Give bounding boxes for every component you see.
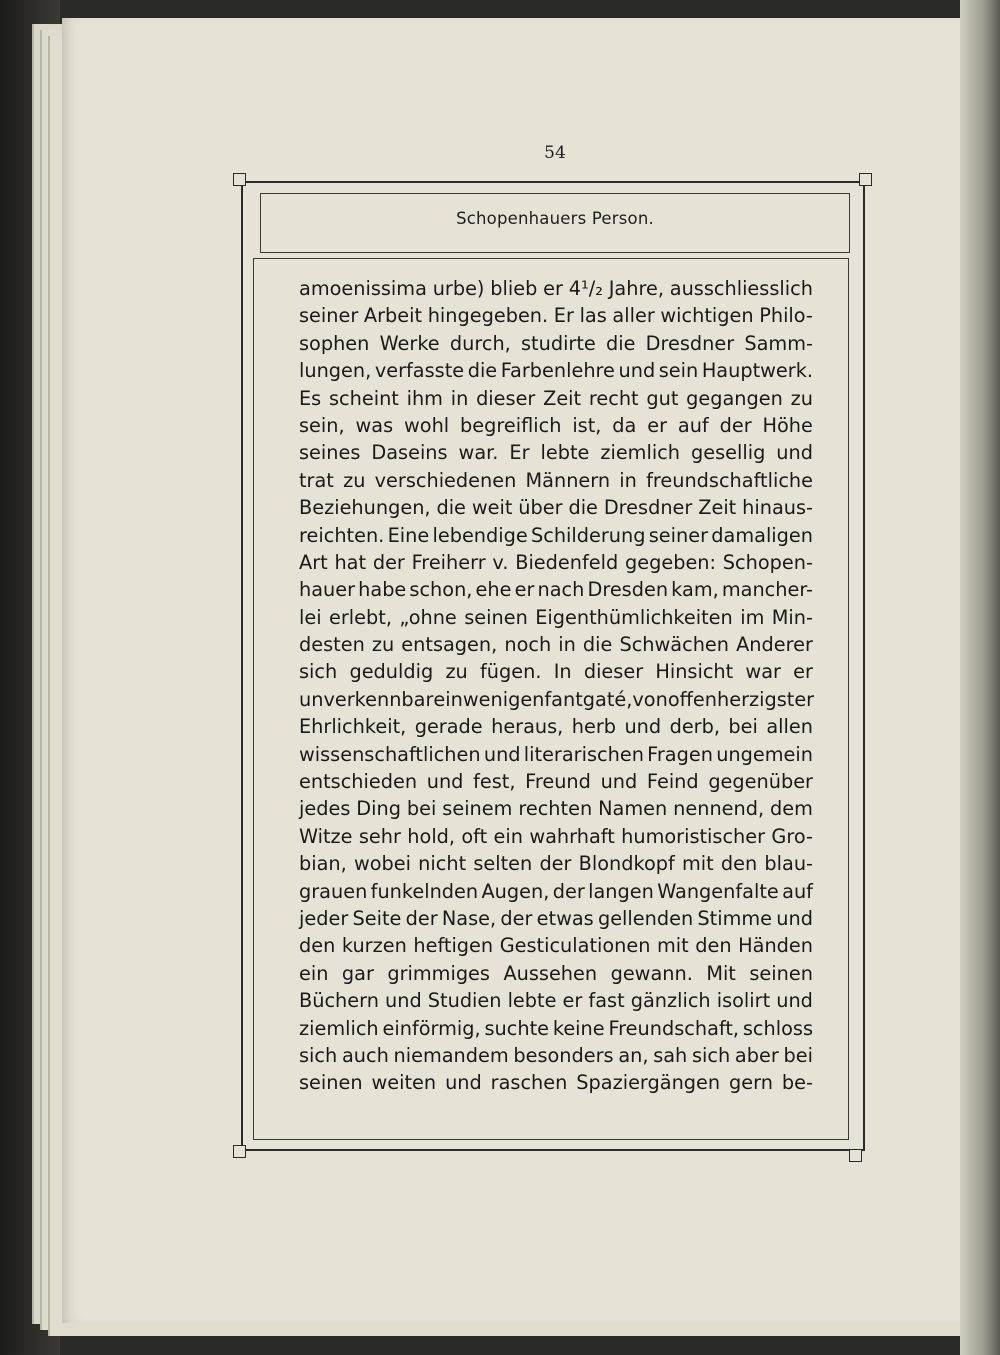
text-line: amoenissima urbe) blieb er 4¹/₂ Jahre, ausschliesslich <box>299 277 813 300</box>
frame-corner-ornament <box>859 173 872 186</box>
book-gutter <box>960 0 1000 1355</box>
text-line: sich geduldig zu fügen. In dieser Hinsicht war er <box>299 660 813 684</box>
text-line: entschieden und fest, Freund und Feind gegenüber <box>299 770 813 794</box>
text-line: sich auch niemandem besonders an, sah sich aber bei <box>299 1043 813 1067</box>
text-line: Witze sehr hold, oft ein wahrhaft humoristischer Gro- <box>299 824 813 848</box>
text-line: Ehrlichkeit, gerade heraus, herb und derb, bei allen <box>299 715 813 739</box>
frame-corner-ornament <box>233 173 246 186</box>
text-line: Büchern und Studien lebte er fast gänzlich isolirt und <box>299 989 813 1013</box>
text-line: lei erlebt, „ohne seinen Eigenthümlichkeiten im Min- <box>299 605 813 629</box>
text-line: seinen weiten und raschen Spaziergängen gern be- <box>299 1071 813 1095</box>
frame-corner-ornament <box>233 1145 246 1158</box>
text-line: reichten. Eine lebendige Schilderung seiner damaligen <box>299 523 813 547</box>
text-line: ziemlich einförmig, suchte keine Freundschaft, schloss <box>299 1016 813 1040</box>
frame-corner-ornament <box>849 1149 862 1162</box>
text-line: grauen funkelnden Augen, der langen Wangenfalte auf <box>299 879 813 903</box>
text-line: jedes Ding bei seinem rechten Namen nennend, dem <box>299 797 813 821</box>
text-line: sein, was wohl begreiflich ist, da er auf der Höhe <box>299 413 813 437</box>
text-line: Beziehungen, die weit über die Dresdner Zeit hinaus- <box>299 496 813 520</box>
text-line: Es scheint ihm in dieser Zeit recht gut gegangen zu <box>299 386 813 410</box>
text-line: bian, wobei nicht selten der Blondkopf mit den blau- <box>299 852 813 876</box>
text-line: hauer habe schon, ehe er nach Dresden kam, mancher- <box>299 578 813 602</box>
text-line: lungen, verfasste die Farbenlehre und sein Hauptwerk. <box>299 359 813 383</box>
text-line: wissenschaftlichen und literarischen Fragen ungemein <box>299 742 813 766</box>
text-line: Art hat der Freiherr v. Biedenfeld gegeben: Schopen- <box>299 550 813 574</box>
text-line: sophen Werke durch, studirte die Dresdner Samm- <box>299 331 813 355</box>
text-line: jeder Seite der Nase, der etwas gellenden Stimme und <box>299 906 813 930</box>
text-line: unverkennbar ein wenig enfant gaté, von offenherzigster <box>299 687 815 711</box>
text-line: trat zu verschiedenen Männern in freundschaftliche <box>299 468 813 492</box>
text-line: den kurzen heftigen Gesticulationen mit den Händen <box>299 934 813 958</box>
text-line: desten zu entsagen, noch in die Schwächen Anderer <box>299 633 813 657</box>
page-number: 54 <box>544 143 566 163</box>
running-head: Schopenhauers Person. <box>456 209 654 228</box>
body-text <box>299 275 813 1097</box>
text-line: seiner Arbeit hingegeben. Er las aller wichtigen Philo- <box>299 304 813 328</box>
text-line: seines Daseins war. Er lebte ziemlich gesellig und <box>299 441 813 465</box>
text-line: ein gar grimmiges Aussehen gewann. Mit seinen <box>299 961 813 985</box>
